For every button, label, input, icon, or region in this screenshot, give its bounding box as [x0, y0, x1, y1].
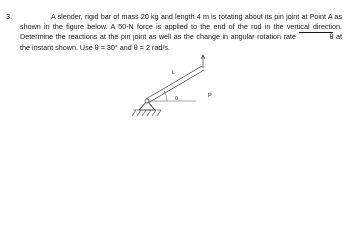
problem-text-part1: A slender, rigid bar of mass 20 kg and length 4 m is rotating about its pin joint at Point A as shown in the figure below. A 50-N force is applied to the end of the rod in the vertical direction. Determine the reactions at the pin joint as well as the change in angular rotation rate	[20, 12, 342, 42]
angle-label: θ	[175, 96, 179, 102]
problem-number: 3.	[6, 12, 12, 21]
pin-joint	[145, 99, 149, 103]
ground-hatching	[132, 110, 161, 116]
length-label: L	[172, 70, 176, 76]
force-label: P	[208, 93, 212, 99]
problem-text-part2: at the instant shown. Use θ = 30° and θ = 2 rad/s.	[20, 32, 342, 52]
theta-dot-symbol: θ	[298, 32, 333, 42]
